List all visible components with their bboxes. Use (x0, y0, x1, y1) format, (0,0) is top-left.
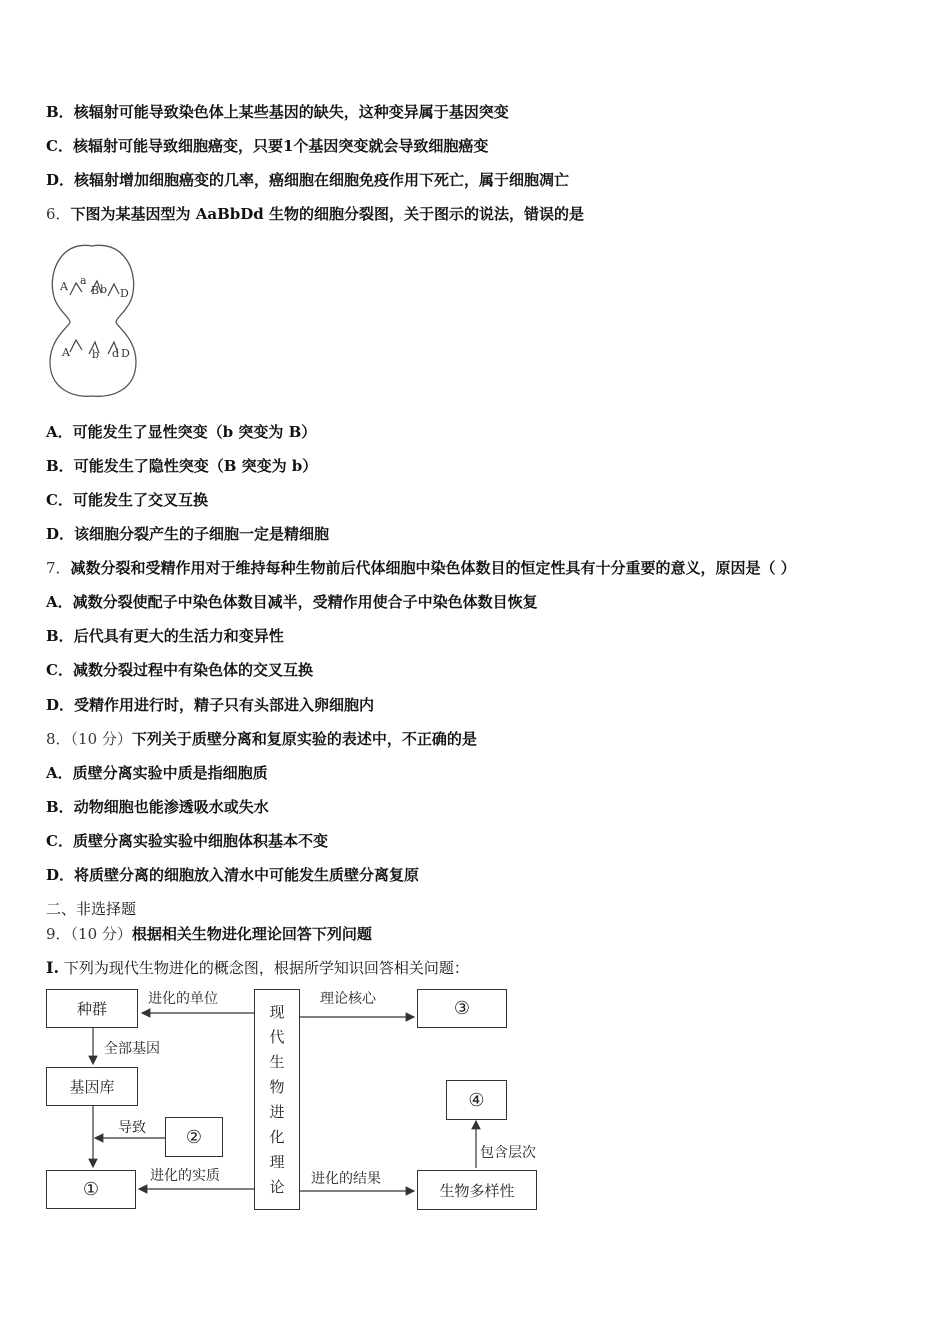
q7-stem (46, 557, 796, 579)
question-number: 6． (46, 205, 71, 223)
question-text: 根据相关生物进化理论回答下列问题 (131, 925, 372, 943)
box-modern-evolution-theory (254, 989, 300, 1210)
option-text: 核辐射可能导致细胞癌变，只要1个基因突变就会导致细胞癌变 (72, 137, 489, 155)
bottom-chromosomes (70, 340, 118, 354)
box-biodiversity: 生物多样性 (417, 1170, 537, 1210)
q6-option-a (46, 421, 316, 443)
option-label: A． (46, 593, 73, 611)
question-number: 9． (46, 925, 71, 943)
q8-option-d (46, 864, 419, 886)
gene-label: b (100, 283, 108, 296)
center-char: 现 (269, 1002, 285, 1021)
option-text: 可能发生了隐性突变（B 突变为 b） (73, 457, 318, 475)
option-label: B． (46, 457, 74, 475)
edge-label-core: 理论核心 (320, 991, 376, 1007)
q7-option-b (46, 625, 284, 647)
option-text: 质壁分离实验中质是指细胞质 (72, 764, 268, 782)
center-char: 进 (269, 1102, 285, 1121)
part-text: 下列为现代生物进化的概念图，根据所学知识回答相关问题： (63, 959, 469, 977)
option-label: C． (46, 832, 73, 850)
section-heading: 二、非选择题 (46, 900, 137, 918)
question-text: 下列关于质壁分离和复原实验的表述中，不正确的是 (131, 730, 477, 748)
q6-option-d (46, 523, 329, 545)
option-text: 受精作用进行时，精子只有头部进入卵细胞内 (74, 696, 375, 714)
gene-label: D (121, 347, 130, 360)
gene-label: A (60, 280, 68, 293)
gene-label: d (112, 347, 120, 360)
option-text: 该细胞分裂产生的子细胞一定是精细胞 (74, 525, 330, 543)
box-c4: ④ (446, 1080, 507, 1120)
gene-label: b (92, 348, 100, 361)
option-label: B． (46, 798, 74, 816)
center-char: 代 (269, 1027, 285, 1046)
option-text: 将质壁分离的细胞放入清水中可能发生质壁分离复原 (74, 866, 420, 884)
q6-stem (46, 203, 584, 225)
box-gene-pool: 基因库 (46, 1067, 138, 1106)
option-text: 质壁分离实验实验中细胞体积基本不变 (72, 832, 328, 850)
q7-option-c (46, 659, 313, 681)
q8-option-c (46, 830, 328, 852)
option-label: C． (46, 661, 73, 679)
gene-label: A (62, 346, 70, 359)
center-char: 论 (269, 1177, 285, 1196)
question-number: 8． (46, 730, 71, 748)
edge-label-all-genes: 全部基因 (104, 1041, 160, 1057)
option-text: 后代具有更大的生活力和变异性 (73, 627, 284, 645)
option-label: C． (46, 491, 73, 509)
part-label: I. (46, 958, 60, 977)
q6-option-c (46, 489, 208, 511)
gene-label: B (91, 284, 100, 297)
gene-label: D (120, 287, 129, 300)
center-char: 化 (269, 1127, 285, 1146)
option-label: B． (46, 627, 74, 645)
option-text: 核辐射可能导致染色体上某些基因的缺失，这种变异属于基因突变 (73, 103, 509, 121)
option-label: D． (46, 171, 75, 189)
q7-option-d (46, 694, 374, 716)
edge-label-result: 进化的结果 (311, 1171, 381, 1187)
q7-option-a (46, 591, 538, 613)
question-text: 下图为某基因型为 AaBbDd 生物的细胞分裂图，关于图示的说法，错误的是 (70, 205, 585, 223)
question-score: （10 分） (70, 925, 132, 943)
q6-option-b (46, 455, 317, 477)
q9-stem (46, 923, 372, 945)
box-c2: ② (165, 1117, 223, 1157)
q8-option-a (46, 762, 268, 784)
center-char: 理 (269, 1152, 285, 1171)
edge-label-lead-to: 导致 (118, 1120, 146, 1136)
cell-outline (50, 245, 136, 396)
top-chromosomes (70, 281, 119, 296)
q5-option-b (46, 101, 509, 123)
box-population: 种群 (46, 989, 138, 1028)
option-label: C． (46, 137, 73, 155)
option-text: 可能发生了交叉互换 (72, 491, 208, 509)
option-label: A． (46, 423, 73, 441)
option-label: D． (46, 696, 75, 714)
option-label: D． (46, 866, 75, 884)
option-label: B． (46, 103, 74, 121)
box-c1: ① (46, 1170, 136, 1209)
question-score: （10 分） (70, 730, 132, 748)
question-text: 减数分裂和受精作用对于维持每种生物前后代体细胞中染色体数目的恒定性具有十分重要的意义，原因是（ ） (70, 559, 796, 577)
gene-label: a (80, 274, 87, 287)
option-text: 减数分裂过程中有染色体的交叉互换 (72, 661, 313, 679)
q9-part1 (46, 957, 469, 979)
edge-label-essence: 进化的实质 (150, 1168, 220, 1184)
edge-label-levels: 包含层次 (480, 1145, 536, 1161)
q8-stem (46, 728, 477, 750)
option-label: D． (46, 525, 75, 543)
center-char: 生 (269, 1052, 285, 1071)
center-char: 物 (269, 1077, 285, 1096)
option-text: 动物细胞也能渗透吸水或失水 (73, 798, 269, 816)
option-text: 减数分裂使配子中染色体数目减半，受精作用使合子中染色体数目恢复 (72, 593, 538, 611)
question-number: 7． (46, 559, 71, 577)
option-text: 可能发生了显性突变（b 突变为 B） (72, 423, 317, 441)
option-label: A． (46, 764, 73, 782)
edge-label-unit: 进化的单位 (148, 991, 218, 1007)
option-text: 核辐射增加细胞癌变的几率，癌细胞在细胞免疫作用下死亡，属于细胞凋亡 (74, 171, 570, 189)
q8-option-b (46, 796, 269, 818)
q5-option-d (46, 169, 569, 191)
box-c3: ③ (417, 989, 507, 1028)
q5-option-c (46, 135, 488, 157)
